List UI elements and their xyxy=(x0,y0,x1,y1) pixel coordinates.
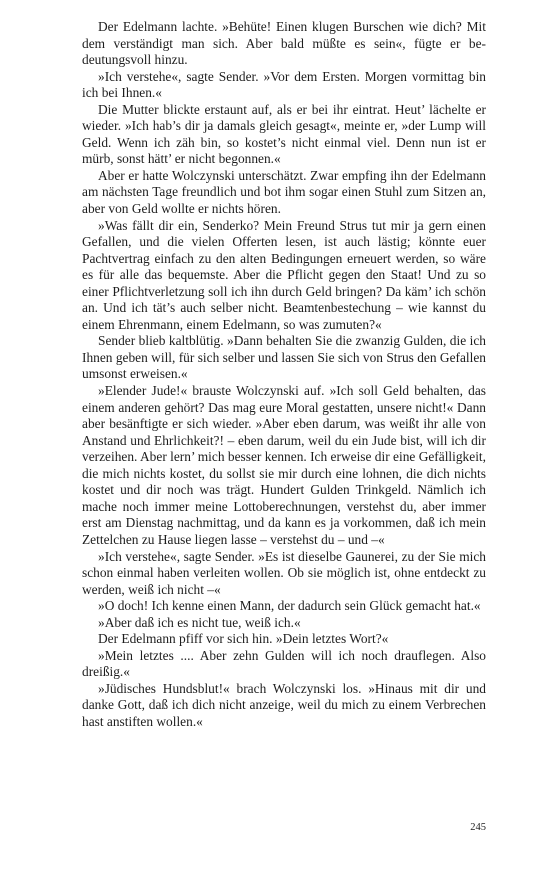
paragraph: »Was fällt dir ein, Senderko? Mein Freund Strus tut mir ja gern einen Gefallen, und die vielen Offerten lesen, ist auch lästig; könnte euer Pachtvertrag einfach zu den alten Bedingungen erneuert werden, so wäre es für alle das bequemste. Aber die Pflicht gegen den Staat! Und zu so einer Pflichtverletzung soll ich ihn durch Geld bringen? Da käm’ ich schön an. Und ich tät’s auch selber nicht. Beamtenbestechung – wie kannst du einem Ehrenmann, einem Edelmann, so was zumuten?« xyxy=(82,217,486,332)
paragraph: »Aber daß ich es nicht tue, weiß ich.« xyxy=(98,614,301,630)
paragraph: »Elender Jude!« brauste Wolczynski auf. »Ich soll Geld behalten, das einem anderen gehört? Das mag eure Moral gestatten, unsere nicht!« Dann aber besänftigte er sich wieder. »Aber eben darum, was weißt ihr alle von Anstand und Ehrlichkeit?! – eben darum, weil du ein Jude bist, will ich dir verzeihen. Aber lern’ mich besser kennen. Ich erweise dir eine Gefälligkeit, die mich nichts kostet, du sollst sie mir durch eine lohnen, die dich nichts kostet und dir noch was trägt. Hundert Gulden Trinkgeld. Nämlich ich mache noch immer meine Lottoberechnungen, verstehst du, aber immer erst am Dienstag nachmittag, und da kann es ja vorkommen, daß ich mein Zettelchen zu Hause liegen lasse – verstehst du – und –« xyxy=(82,383,486,547)
paragraph: »Mein letztes .... Aber zehn Gulden will ich noch drauflegen. Also dreißig.« xyxy=(82,647,486,680)
paragraph: Aber er hatte Wolczynski unterschätzt. Zwar empfing ihn der Edelmann am nächsten Tage freundlich und bot ihm sogar einen Stuhl zum Sitzen an, aber von Geld wollte er nichts hören. xyxy=(82,167,486,217)
paragraph: Sender blieb kaltblütig. »Dann behalten Sie die zwanzig Gulden, die ich Ihnen geben will, für sich selber und lassen Sie sich von Strus den Gefallen umsonst erweisen.« xyxy=(82,333,486,382)
paragraph: »Ich verstehe«, sagte Sender. »Vor dem Ersten. Morgen vormittag bin ich bei Ihnen.« xyxy=(82,68,486,101)
paragraph: Die Mutter blickte erstaunt auf, als er bei ihr eintrat. Heut’ lächelte er wieder. »Ich hab’s dir ja damals gleich gesagt«, meinte er, »der Lump will Geld. Wenn ich zäh bin, so kostet’s nicht einmal viel. Denn nun ist er mürb, sonst hätt’ er nicht begonnen.« xyxy=(82,101,486,167)
page-number: 245 xyxy=(470,822,486,833)
paragraph: »Ich verstehe«, sagte Sender. »Es ist dieselbe Gaunerei, zu der Sie mich schon einmal haben verleiten wollen. Ob sie möglich ist, ohne entdeckt zu werden, weiß ich nicht –« xyxy=(82,548,486,597)
paragraph: »Jüdisches Hundsblut!« brach Wolczynski los. »Hinaus mit dir und danke Gott, daß ich dich nicht anzeige, weil du mich zu einem Verbrechen hast anstiften wollen.« xyxy=(82,680,486,729)
paragraph: Der Edelmann lachte. »Behüte! Einen klugen Burschen wie dich? Mit dem verständigt man sich. Aber bald müßte es sein«, fügte er bedeutungsvoll hinzu. xyxy=(82,19,486,68)
paragraph: »O doch! Ich kenne einen Mann, der dadurch sein Glück gemacht hat.« xyxy=(98,598,481,614)
paragraph: Der Edelmann pfiff vor sich hin. »Dein letztes Wort?« xyxy=(98,631,389,647)
text-block xyxy=(82,19,486,731)
